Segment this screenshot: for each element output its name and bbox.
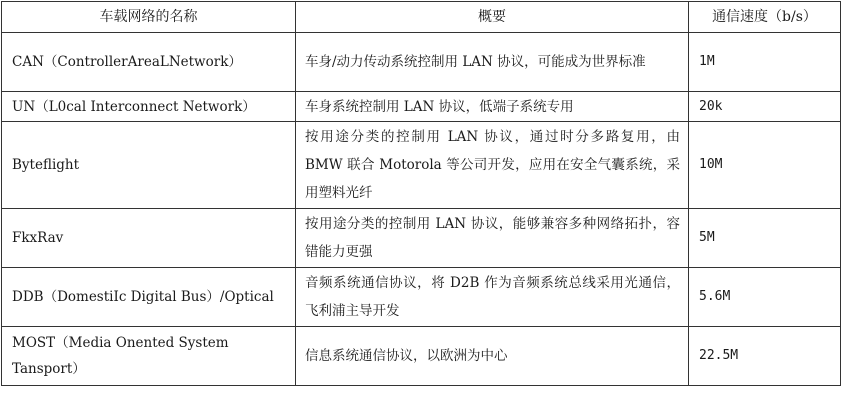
network-speed: 1M [689,33,841,92]
network-summary: 车身/动力传动系统控制用 LAN 协议，可能成为世界标准 [296,33,689,92]
network-summary: 按用途分类的控制用 LAN 协议，能够兼容多种网络拓扑，容错能力更强 [296,209,689,268]
network-summary: 音频系统通信协议，将 D2B 作为音频系统总线采用光通信，飞利浦主导开发 [296,268,689,327]
network-name: FkxRav [2,209,296,268]
network-name: UN（L0cal Interconnect Network） [2,92,296,122]
network-speed: 5M [689,209,841,268]
table-row [2,33,841,92]
header-summary: 概要 [296,2,689,33]
header-name: 车载网络的名称 [2,2,296,33]
table-row [2,327,841,386]
network-speed: 22.5M [689,327,841,386]
header-speed: 通信速度（b/s） [689,2,841,33]
table-row [2,268,841,327]
network-speed: 5.6M [689,268,841,327]
vehicle-network-table [1,1,841,386]
network-summary: 信息系统通信协议，以欧洲为中心 [296,327,689,386]
network-name: DDB（DomestiIc Digital Bus）/Optical [2,268,296,327]
network-speed: 20k [689,92,841,122]
network-name: MOST（Media Onented System Tansport） [2,327,296,386]
table-row [2,122,841,209]
header-row [2,2,841,33]
network-speed: 10M [689,122,841,209]
table-row [2,92,841,122]
network-summary: 按用途分类的控制用 LAN 协议，通过时分多路复用，由 BMW 联合 Motorola 等公司开发，应用在安全气囊系统，采用塑料光纤 [296,122,689,209]
network-summary: 车身系统控制用 LAN 协议，低端子系统专用 [296,92,689,122]
network-name: Byteflight [2,122,296,209]
network-name: CAN（ControllerAreaLNetwork） [2,33,296,92]
table-row [2,209,841,268]
